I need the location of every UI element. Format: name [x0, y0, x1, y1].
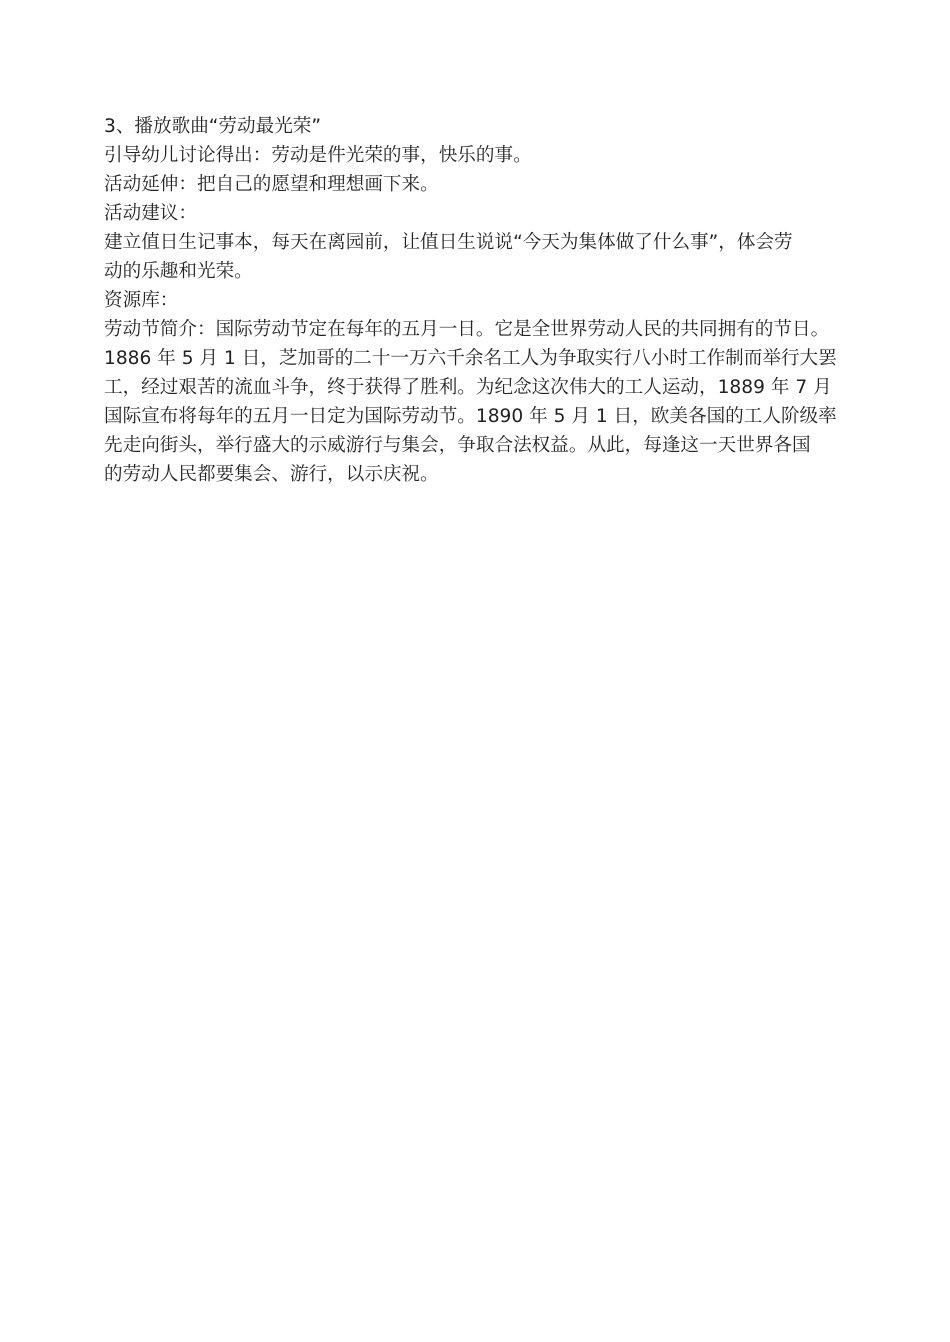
document-body: [104, 112, 846, 489]
guide-discussion-line: 引导幼儿讨论得出：劳动是件光荣的事，快乐的事。: [104, 145, 532, 166]
labor-day-intro-line-5: 先走向街头，举行盛大的示威游行与集会，争取合法权益。从此，每逢这一天世界各国: [104, 435, 811, 456]
suggestion-paragraph-line-2: 动的乐趣和光荣。: [104, 261, 253, 282]
labor-day-intro-line-3: 工，经过艰苦的流血斗争，终于获得了胜利。为纪念这次伟大的工人运动，1889 年 7 月: [104, 377, 832, 398]
activity-extension-line: 活动延伸：把自己的愿望和理想画下来。: [104, 174, 439, 195]
labor-day-intro-line-4: 国际宣布将每年的五月一日定为国际劳动节。1890 年 5 月 1 日，欧美各国的工人阶级率: [104, 406, 837, 427]
labor-day-intro-line-2: 1886 年 5 月 1 日，芝加哥的二十一万六千余名工人为争取实行八小时工作制而举行大罢: [104, 348, 837, 369]
activity-suggestion-heading: 活动建议：: [104, 203, 197, 224]
step-heading-play-song: 3、播放歌曲“劳动最光荣”: [104, 116, 322, 137]
suggestion-paragraph-line-1: 建立值日生记事本，每天在离园前，让值日生说说“今天为集体做了什么事”，体会劳: [104, 232, 793, 253]
labor-day-intro-line-1: 劳动节简介：国际劳动节定在每年的五月一日。它是全世界劳动人民的共同拥有的节日。: [104, 319, 830, 340]
resource-library-heading: 资源库：: [104, 290, 179, 311]
labor-day-intro-line-6: 的劳动人民都要集会、游行，以示庆祝。: [104, 464, 439, 485]
